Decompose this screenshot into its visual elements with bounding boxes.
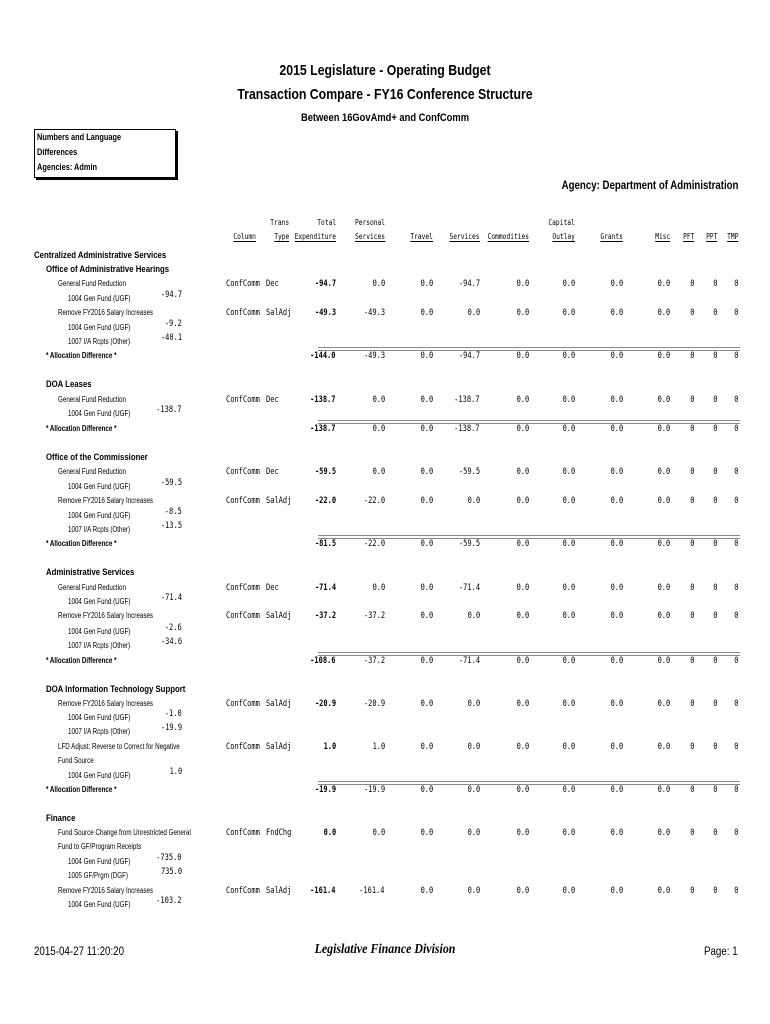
- value-total: -71.4: [314, 583, 336, 593]
- value-grants: 0.0: [610, 583, 623, 593]
- alloc-value-personal: 0.0: [372, 424, 385, 434]
- alloc-value-tmp: 0: [733, 424, 738, 434]
- value-capital: 0.0: [562, 279, 575, 289]
- fund-amount: -19.9: [160, 723, 182, 733]
- fund-source: 1004 Gen Fund (UGF): [68, 511, 131, 520]
- alloc-value-personal: -19.9: [363, 785, 385, 795]
- header-total-1: Total: [317, 218, 336, 227]
- allocation-difference-label: * Allocation Difference *: [46, 785, 117, 794]
- allocation-difference-label: * Allocation Difference *: [46, 656, 117, 665]
- alloc-value-ppt: 0: [712, 656, 717, 666]
- value-tmp: 0: [733, 583, 738, 593]
- value-ppt: 0: [712, 583, 717, 593]
- alloc-value-commodities: 0.0: [516, 351, 529, 361]
- alloc-value-pft: 0: [689, 351, 694, 361]
- trans-type: Dec: [266, 467, 279, 477]
- value-pft: 0: [689, 467, 694, 477]
- value-pft: 0: [689, 496, 694, 506]
- value-pft: 0: [689, 886, 694, 896]
- fund-source: 1004 Gen Fund (UGF): [68, 713, 131, 722]
- header-misc: Misc: [654, 232, 670, 241]
- header-ppt: PPT: [705, 232, 717, 241]
- transaction-title: General Fund Reduction: [58, 395, 126, 404]
- value-misc: 0.0: [657, 467, 670, 477]
- trans-type: SalAdj: [266, 699, 292, 709]
- value-services: 0.0: [467, 886, 480, 896]
- value-tmp: 0: [733, 496, 738, 506]
- value-capital: 0.0: [562, 699, 575, 709]
- value-grants: 0.0: [610, 742, 623, 752]
- value-personal: 0.0: [372, 395, 385, 405]
- value-services: 0.0: [467, 699, 480, 709]
- value-total: -138.7: [310, 395, 336, 405]
- transaction-title-cont: Fund to GF/Program Receipts: [58, 842, 142, 851]
- transaction-title: Remove FY2016 Salary Increases: [58, 611, 154, 620]
- fund-amount: -71.4: [160, 593, 182, 603]
- value-personal: -161.4: [359, 886, 385, 896]
- value-grants: 0.0: [610, 886, 623, 896]
- value-ppt: 0: [712, 279, 717, 289]
- value-services: -59.5: [458, 467, 480, 477]
- value-total: 0.0: [323, 828, 336, 838]
- fund-amount: -735.0: [156, 853, 182, 863]
- header-capital-1: Capital: [548, 218, 575, 227]
- value-grants: 0.0: [610, 828, 623, 838]
- value-services: 0.0: [467, 742, 480, 752]
- alloc-value-commodities: 0.0: [516, 656, 529, 666]
- value-total: 1.0: [323, 742, 336, 752]
- value-misc: 0.0: [657, 279, 670, 289]
- allocation-title: Office of Administrative Hearings: [46, 264, 170, 275]
- value-pft: 0: [689, 699, 694, 709]
- fund-source: 1005 GF/Prgm (DGF): [68, 871, 128, 880]
- value-personal: 1.0: [372, 742, 385, 752]
- trans-type: SalAdj: [266, 742, 292, 752]
- alloc-value-grants: 0.0: [610, 539, 623, 549]
- value-capital: 0.0: [562, 308, 575, 318]
- alloc-value-ppt: 0: [712, 424, 717, 434]
- alloc-value-tmp: 0: [733, 351, 738, 361]
- alloc-value-commodities: 0.0: [516, 424, 529, 434]
- value-tmp: 0: [733, 395, 738, 405]
- allocation-title: DOA Information Technology Support: [46, 684, 186, 695]
- value-total: -20.9: [314, 699, 336, 709]
- header-services: Services: [449, 232, 480, 241]
- alloc-value-personal: -49.3: [363, 351, 385, 361]
- value-pft: 0: [689, 308, 694, 318]
- value-commodities: 0.0: [516, 699, 529, 709]
- value-misc: 0.0: [657, 699, 670, 709]
- allocation-title: DOA Leases: [46, 379, 92, 390]
- fund-source: 1004 Gen Fund (UGF): [68, 857, 131, 866]
- transaction-title: Fund Source Change from Unrestricted General: [58, 828, 191, 837]
- value-tmp: 0: [733, 279, 738, 289]
- alloc-value-services: -138.7: [454, 424, 480, 434]
- value-ppt: 0: [712, 742, 717, 752]
- value-services: -94.7: [458, 279, 480, 289]
- fund-amount: 1.0: [169, 767, 182, 777]
- alloc-value-misc: 0.0: [657, 785, 670, 795]
- value-ppt: 0: [712, 467, 717, 477]
- value-ppt: 0: [712, 828, 717, 838]
- header-capital-2: Outlay: [552, 232, 575, 241]
- transaction-title-cont: Fund Source: [58, 756, 94, 765]
- alloc-value-grants: 0.0: [610, 656, 623, 666]
- fund-source: 1007 I/A Rcpts (Other): [68, 727, 131, 736]
- header-column: Column: [233, 232, 256, 241]
- alloc-value-pft: 0: [689, 656, 694, 666]
- alloc-value-commodities: 0.0: [516, 785, 529, 795]
- alloc-value-capital: 0.0: [562, 424, 575, 434]
- value-tmp: 0: [733, 467, 738, 477]
- alloc-value-misc: 0.0: [657, 424, 670, 434]
- value-travel: 0.0: [420, 699, 433, 709]
- alloc-value-pft: 0: [689, 424, 694, 434]
- alloc-value-ppt: 0: [712, 351, 717, 361]
- value-personal: 0.0: [372, 583, 385, 593]
- fund-source: 1007 I/A Rcpts (Other): [68, 337, 131, 346]
- fund-source: 1004 Gen Fund (UGF): [68, 294, 131, 303]
- value-total: -94.7: [314, 279, 336, 289]
- value-capital: 0.0: [562, 496, 575, 506]
- value-tmp: 0: [733, 611, 738, 621]
- value-commodities: 0.0: [516, 583, 529, 593]
- value-commodities: 0.0: [516, 395, 529, 405]
- report-timestamp: 2015-04-27 11:20:20: [34, 946, 125, 958]
- fund-source: 1004 Gen Fund (UGF): [68, 409, 131, 418]
- report-title: 2015 Legislature - Operating Budget: [279, 62, 491, 79]
- alloc-value-ppt: 0: [712, 539, 717, 549]
- value-travel: 0.0: [420, 467, 433, 477]
- value-commodities: 0.0: [516, 742, 529, 752]
- transaction-title: General Fund Reduction: [58, 583, 126, 592]
- value-personal: 0.0: [372, 279, 385, 289]
- value-commodities: 0.0: [516, 611, 529, 621]
- transaction-title: Remove FY2016 Salary Increases: [58, 699, 154, 708]
- alloc-value-tmp: 0: [733, 539, 738, 549]
- trans-type: Dec: [266, 395, 279, 405]
- fund-amount: -2.6: [165, 623, 182, 633]
- allocation-difference-label: * Allocation Difference *: [46, 351, 117, 360]
- fund-amount: -1.0: [165, 709, 182, 719]
- value-commodities: 0.0: [516, 828, 529, 838]
- value-personal: -20.9: [363, 699, 385, 709]
- alloc-value-capital: 0.0: [562, 656, 575, 666]
- value-personal: 0.0: [372, 828, 385, 838]
- value-capital: 0.0: [562, 611, 575, 621]
- value-capital: 0.0: [562, 395, 575, 405]
- alloc-value-services: -71.4: [458, 656, 480, 666]
- alloc-value-ppt: 0: [712, 785, 717, 795]
- fund-amount: -13.5: [160, 521, 182, 531]
- allocation-difference-label: * Allocation Difference *: [46, 539, 117, 548]
- header-personal-2: Services: [355, 232, 386, 241]
- value-capital: 0.0: [562, 583, 575, 593]
- fund-amount: 735.0: [160, 867, 182, 877]
- alloc-value-capital: 0.0: [562, 785, 575, 795]
- trans-type: Dec: [266, 583, 279, 593]
- value-pft: 0: [689, 395, 694, 405]
- trans-type: SalAdj: [266, 611, 292, 621]
- fund-source: 1004 Gen Fund (UGF): [68, 482, 131, 491]
- value-misc: 0.0: [657, 828, 670, 838]
- fund-source: 1007 I/A Rcpts (Other): [68, 525, 131, 534]
- value-misc: 0.0: [657, 886, 670, 896]
- alloc-value-total: -138.7: [310, 424, 336, 434]
- value-misc: 0.0: [657, 496, 670, 506]
- value-capital: 0.0: [562, 828, 575, 838]
- fund-amount: -138.7: [156, 405, 182, 415]
- alloc-value-travel: 0.0: [420, 351, 433, 361]
- value-pft: 0: [689, 742, 694, 752]
- fund-amount: -34.6: [160, 637, 182, 647]
- value-travel: 0.0: [420, 308, 433, 318]
- value-total: -22.0: [314, 496, 336, 506]
- header-total-2: Expenditure: [294, 232, 336, 241]
- value-pft: 0: [689, 583, 694, 593]
- value-tmp: 0: [733, 886, 738, 896]
- header-trans-1: Trans: [270, 218, 289, 227]
- value-capital: 0.0: [562, 886, 575, 896]
- column-code: ConfComm: [226, 611, 260, 621]
- value-commodities: 0.0: [516, 308, 529, 318]
- value-travel: 0.0: [420, 395, 433, 405]
- value-commodities: 0.0: [516, 886, 529, 896]
- report-criteria-box: [34, 129, 176, 178]
- alloc-value-misc: 0.0: [657, 656, 670, 666]
- fund-amount: -59.5: [160, 478, 182, 488]
- alloc-value-capital: 0.0: [562, 539, 575, 549]
- header-pft: PFT: [682, 232, 694, 241]
- alloc-value-travel: 0.0: [420, 539, 433, 549]
- value-travel: 0.0: [420, 886, 433, 896]
- alloc-value-capital: 0.0: [562, 351, 575, 361]
- criteria-agencies: Agencies: Admin: [37, 162, 98, 172]
- value-pft: 0: [689, 828, 694, 838]
- alloc-value-grants: 0.0: [610, 424, 623, 434]
- alloc-value-services: -94.7: [458, 351, 480, 361]
- value-services: 0.0: [467, 611, 480, 621]
- appropriation-title: Centralized Administrative Services: [34, 250, 167, 261]
- fund-source: 1004 Gen Fund (UGF): [68, 323, 131, 332]
- value-total: -37.2: [314, 611, 336, 621]
- value-grants: 0.0: [610, 395, 623, 405]
- fund-amount: -8.5: [165, 507, 182, 517]
- column-code: ConfComm: [226, 467, 260, 477]
- value-pft: 0: [689, 279, 694, 289]
- alloc-value-total: -144.0: [310, 351, 336, 361]
- value-services: -138.7: [454, 395, 480, 405]
- alloc-value-total: -108.6: [310, 656, 336, 666]
- column-code: ConfComm: [226, 308, 260, 318]
- transaction-title: Remove FY2016 Salary Increases: [58, 308, 154, 317]
- column-code: ConfComm: [226, 395, 260, 405]
- alloc-value-total: -81.5: [314, 539, 336, 549]
- fund-source: 1004 Gen Fund (UGF): [68, 627, 131, 636]
- value-travel: 0.0: [420, 742, 433, 752]
- value-travel: 0.0: [420, 279, 433, 289]
- value-tmp: 0: [733, 308, 738, 318]
- agency-name: Agency: Department of Administration: [561, 180, 738, 192]
- alloc-value-personal: -22.0: [363, 539, 385, 549]
- report-subtitle: Transaction Compare - FY16 Conference Structure: [237, 86, 533, 103]
- value-tmp: 0: [733, 742, 738, 752]
- allocation-title: Finance: [46, 813, 76, 824]
- header-commodities: Commodities: [487, 232, 529, 241]
- alloc-value-travel: 0.0: [420, 424, 433, 434]
- value-grants: 0.0: [610, 279, 623, 289]
- fund-amount: -9.2: [165, 319, 182, 329]
- header-grants: Grants: [600, 232, 623, 241]
- transaction-title: Remove FY2016 Salary Increases: [58, 886, 154, 895]
- fund-amount: -103.2: [156, 896, 182, 906]
- value-ppt: 0: [712, 611, 717, 621]
- transaction-title: Remove FY2016 Salary Increases: [58, 496, 154, 505]
- value-services: 0.0: [467, 308, 480, 318]
- value-commodities: 0.0: [516, 467, 529, 477]
- value-capital: 0.0: [562, 467, 575, 477]
- transaction-title: General Fund Reduction: [58, 279, 126, 288]
- division-signature: Legislative Finance Division: [314, 942, 456, 957]
- value-travel: 0.0: [420, 496, 433, 506]
- value-misc: 0.0: [657, 742, 670, 752]
- alloc-value-pft: 0: [689, 785, 694, 795]
- alloc-value-misc: 0.0: [657, 539, 670, 549]
- criteria-line-1: Numbers and Language: [37, 132, 122, 142]
- column-code: ConfComm: [226, 886, 260, 896]
- alloc-value-personal: -37.2: [363, 656, 385, 666]
- column-code: ConfComm: [226, 742, 260, 752]
- value-capital: 0.0: [562, 742, 575, 752]
- value-travel: 0.0: [420, 583, 433, 593]
- value-misc: 0.0: [657, 308, 670, 318]
- alloc-value-services: 0.0: [467, 785, 480, 795]
- alloc-value-commodities: 0.0: [516, 539, 529, 549]
- trans-type: SalAdj: [266, 496, 292, 506]
- value-ppt: 0: [712, 308, 717, 318]
- alloc-value-pft: 0: [689, 539, 694, 549]
- allocation-difference-label: * Allocation Difference *: [46, 424, 117, 433]
- value-services: -71.4: [458, 583, 480, 593]
- trans-type: SalAdj: [266, 886, 292, 896]
- value-tmp: 0: [733, 828, 738, 838]
- value-total: -59.5: [314, 467, 336, 477]
- fund-source: 1004 Gen Fund (UGF): [68, 771, 131, 780]
- value-grants: 0.0: [610, 611, 623, 621]
- value-travel: 0.0: [420, 611, 433, 621]
- column-code: ConfComm: [226, 496, 260, 506]
- alloc-value-travel: 0.0: [420, 785, 433, 795]
- criteria-line-2: Differences: [37, 147, 78, 157]
- header-travel: Travel: [410, 232, 433, 241]
- value-pft: 0: [689, 611, 694, 621]
- fund-source: 1004 Gen Fund (UGF): [68, 597, 131, 606]
- value-grants: 0.0: [610, 496, 623, 506]
- value-personal: -37.2: [363, 611, 385, 621]
- fund-source: 1007 I/A Rcpts (Other): [68, 641, 131, 650]
- value-misc: 0.0: [657, 611, 670, 621]
- value-grants: 0.0: [610, 308, 623, 318]
- value-personal: 0.0: [372, 467, 385, 477]
- alloc-value-misc: 0.0: [657, 351, 670, 361]
- column-code: ConfComm: [226, 699, 260, 709]
- value-ppt: 0: [712, 395, 717, 405]
- alloc-value-total: -19.9: [314, 785, 336, 795]
- alloc-value-travel: 0.0: [420, 656, 433, 666]
- column-code: ConfComm: [226, 279, 260, 289]
- value-total: -49.3: [314, 308, 336, 318]
- trans-type: FndChg: [266, 828, 292, 838]
- trans-type: SalAdj: [266, 308, 292, 318]
- fund-source: 1004 Gen Fund (UGF): [68, 900, 131, 909]
- value-misc: 0.0: [657, 583, 670, 593]
- alloc-value-grants: 0.0: [610, 351, 623, 361]
- page-number: Page: 1: [704, 946, 738, 958]
- value-misc: 0.0: [657, 395, 670, 405]
- alloc-value-tmp: 0: [733, 785, 738, 795]
- value-ppt: 0: [712, 699, 717, 709]
- column-code: ConfComm: [226, 583, 260, 593]
- allocation-title: Administrative Services: [46, 567, 135, 578]
- alloc-value-grants: 0.0: [610, 785, 623, 795]
- trans-type: Dec: [266, 279, 279, 289]
- value-commodities: 0.0: [516, 496, 529, 506]
- allocation-title: Office of the Commissioner: [46, 452, 148, 463]
- alloc-value-tmp: 0: [733, 656, 738, 666]
- value-grants: 0.0: [610, 699, 623, 709]
- value-travel: 0.0: [420, 828, 433, 838]
- header-trans-2: Type: [273, 232, 289, 241]
- value-personal: -49.3: [363, 308, 385, 318]
- report-comparison: Between 16GovAmd+ and ConfComm: [300, 112, 470, 124]
- header-tmp: TMP: [726, 232, 738, 241]
- value-services: 0.0: [467, 828, 480, 838]
- transaction-title: General Fund Reduction: [58, 467, 126, 476]
- fund-amount: -40.1: [160, 333, 182, 343]
- fund-amount: -94.7: [160, 290, 182, 300]
- value-ppt: 0: [712, 886, 717, 896]
- value-services: 0.0: [467, 496, 480, 506]
- value-personal: -22.0: [363, 496, 385, 506]
- value-ppt: 0: [712, 496, 717, 506]
- column-code: ConfComm: [226, 828, 260, 838]
- value-commodities: 0.0: [516, 279, 529, 289]
- header-personal-1: Personal: [355, 218, 386, 227]
- transaction-title: LFD Adjust: Reverse to Correct for Negative: [58, 742, 180, 751]
- value-total: -161.4: [310, 886, 336, 896]
- value-grants: 0.0: [610, 467, 623, 477]
- alloc-value-services: -59.5: [458, 539, 480, 549]
- value-tmp: 0: [733, 699, 738, 709]
